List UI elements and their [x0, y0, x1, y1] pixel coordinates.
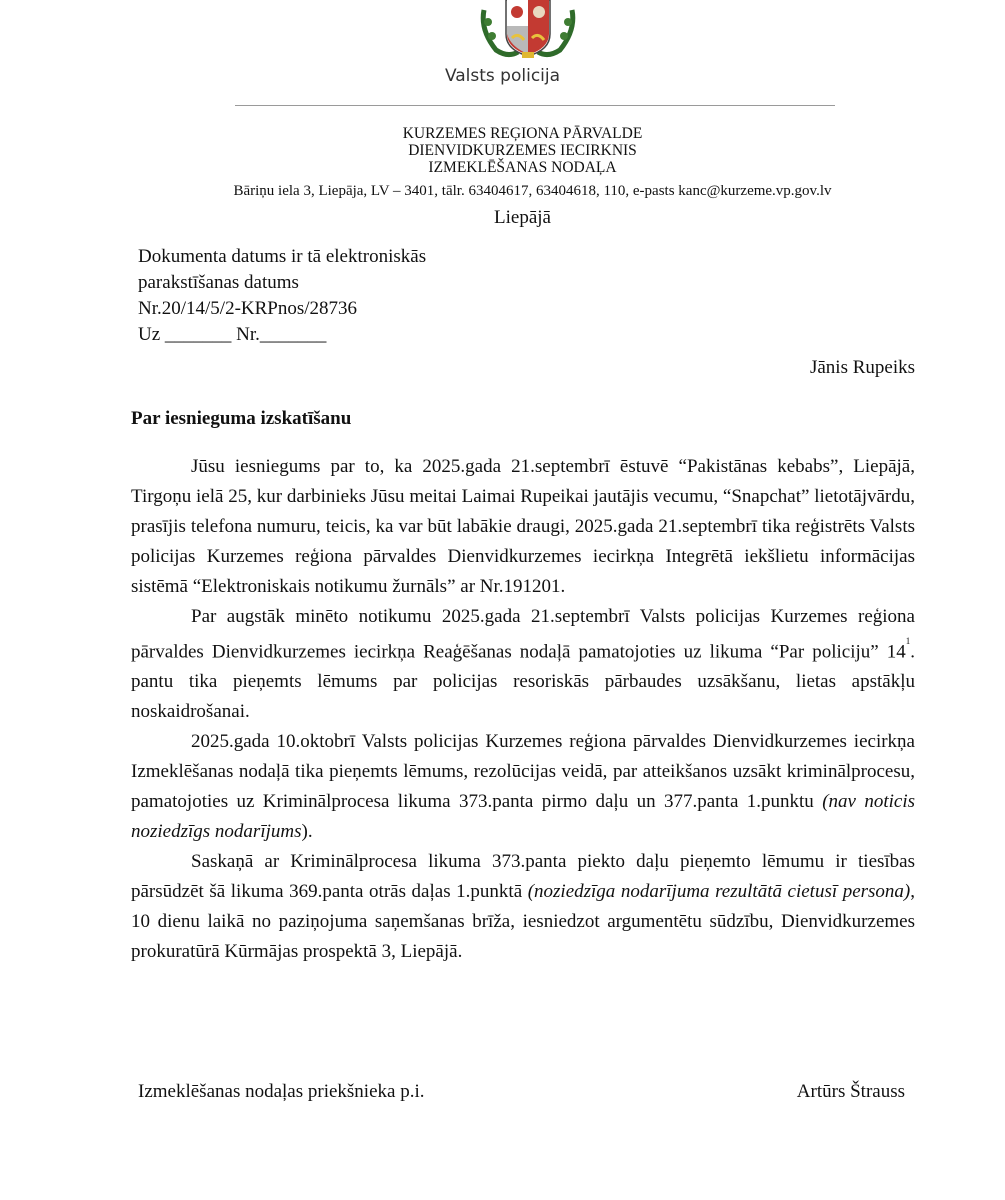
body-paragraph-3 [131, 727, 915, 847]
recipient-name: Jānis Rupeiks [809, 357, 915, 378]
organization-name: Valsts policija [444, 66, 561, 86]
paragraph-4-text-b: , 10 dienu laikā no paziņojuma saņemšanas brīža, iesniedzot argumentētu sūdzību, Dienvidkurzemes prokuratūrā Kūrmājas prospektā 3, Liepājā. [131, 881, 915, 963]
body-paragraph-2 [131, 602, 915, 727]
issue-city: Liepājā [494, 207, 551, 228]
paragraph-3-italic: (nav noticis noziedzīgs nodarījums [131, 791, 915, 843]
paragraph-3-text-b: ). [301, 821, 313, 843]
paragraph-3-text-a: 2025.gada 10.oktobrī Valsts policijas Kurzemes reģiona pārvaldes Dienvidkurzemes iecirkņa Izmeklēšanas nodaļā tika pieņemts lēmums, rezolūcijas veidā, par atteikšanos uzsākt kriminālprocesu, pamatojoties uz Kriminālprocesa likuma 373.panta pirmo daļu un 377.panta 1.punktu [131, 731, 915, 813]
coat-of-arms-icon [478, 0, 578, 60]
paragraph-4-text-a: Saskaņā ar Kriminālprocesa likuma 373.panta piekto daļu pieņemto lēmumu ir tiesības pārsūdzēt šā likuma 369.panta otrās daļas 1.punktā [131, 851, 915, 903]
body-paragraph-1: Jūsu iesniegums par to, ka 2025.gada 21.septembrī ēstuvē “Pakistānas kebabs”, Liepājā, Tirgoņu ielā 25, kur darbinieks Jūsu meitai Laimai Rupeikai jautājis vecumu, “Snapchat” lietotājvārdu, prasījis telefona numuru, teicis, ka var būt labākie draugi, 2025.gada 21.septembrī tika reģistrēts Valsts policijas Kurzemes reģiona pārvaldes Dienvidkurzemes iecirkņa Integrētā iekšlietu informācijas sistēmā “Elektroniskais notikumu žurnāls” ar Nr.191201. [131, 456, 915, 597]
body-paragraph-4 [131, 847, 915, 967]
registration-number: Nr.20/14/5/2-KRPnos/28736 [138, 298, 358, 319]
signatory-position: Izmeklēšanas nodaļas priekšnieka p.i. [138, 1081, 425, 1102]
paragraph-4-italic: (noziedzīga nodarījuma rezultātā cietusī persona) [527, 881, 911, 903]
letter-body [131, 452, 915, 967]
date-note-line-2: parakstīšanas datums [138, 272, 299, 293]
header-divider [235, 105, 835, 106]
footnote-superscript: 1 [905, 636, 911, 646]
paragraph-2-text-b: . pantu tika pieņemts lēmums par policijas resoriskās pārbaudes uzsākšanu, lietas apstākļu noskaidrošanai. [131, 641, 915, 723]
document-subject: Par iesnieguma izskatīšanu [131, 408, 352, 429]
paragraph-2-text-a: Par augstāk minēto notikumu 2025.gada 21.septembrī Valsts policijas Kurzemes reģiona pārvaldes Dienvidkurzemes iecirkņa Reaģēšanas nodaļā pamatojoties uz likuma “Par policiju” 14 [131, 606, 915, 663]
date-note-line-1: Dokumenta datums ir tā elektroniskās [138, 246, 427, 267]
contact-address: Bāriņu iela 3, Liepāja, LV – 3401, tālr. 63404617, 63404618, 110, e-pasts kanc@kurzeme.vp.gov.lv [233, 183, 832, 199]
department-line-2: DIENVIDKURZEMES IECIRKNIS [408, 142, 637, 159]
department-line-1: KURZEMES REĢIONA PĀRVALDE [402, 125, 643, 142]
signatory-name: Artūrs Štrauss [796, 1081, 905, 1102]
reference-line: Uz _______ Nr._______ [138, 324, 327, 345]
department-line-3: IZMEKLĒŠANAS NODAĻA [428, 159, 617, 176]
